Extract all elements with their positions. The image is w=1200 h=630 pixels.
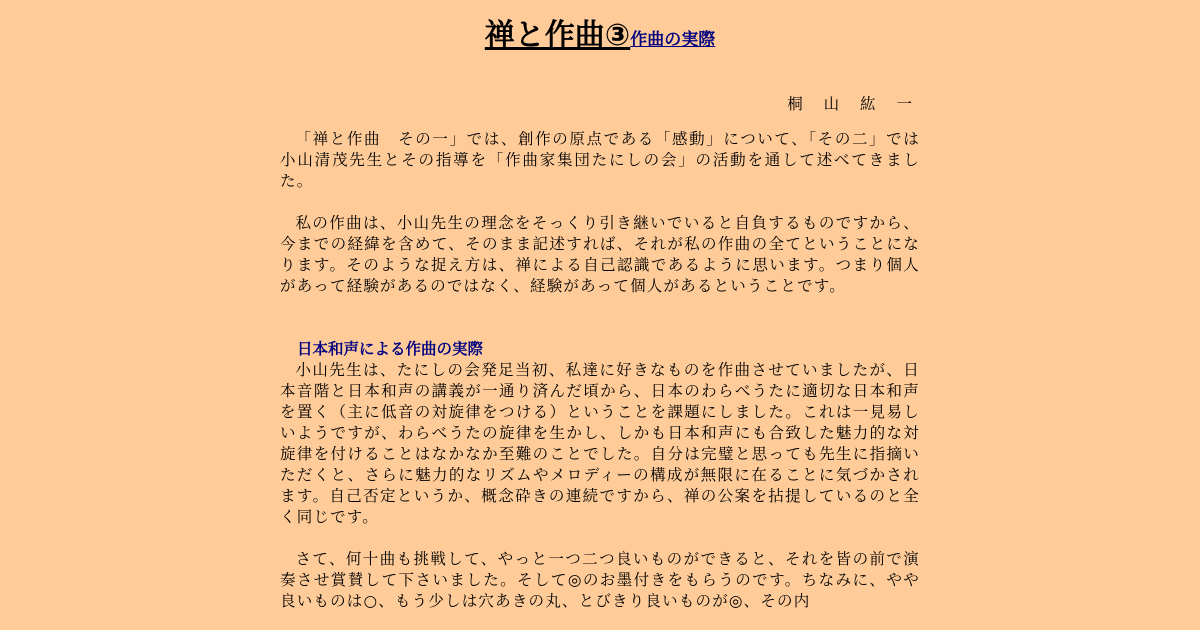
paragraph-spacer: [280, 192, 920, 213]
paragraph-intro-1: 「禅と作曲 その一」では、創作の原点である「感動」について、「その二」では小山清茂先生とその指導を「作曲家集団たにしの会」の活動を通して述べてきました。: [280, 130, 920, 190]
author-name: 桐 山 紘 一: [787, 95, 920, 113]
section-spacer: [280, 297, 920, 339]
paragraph-intro-2: 私の作曲は、小山先生の理念をそっくり引き継いでいると自負するものですから、今までの経緯を含めて、そのまま記述すれば、それが私の作曲の全てということになります。そのような捉え方は、禅による自己認識であるように思います。つまり個人があって経験があるのではなく、経験があって個人があるということです。: [280, 214, 920, 295]
paragraph-section-2: さて、何十曲も挑戦して、やっと一つ二つ良いものができると、それを皆の前で演奏させ賞賛して下さいました。そして◎のお墨付きをもらうのです。ちなみに、やや良いものは○、もう少しは穴あきの丸、とびきり良いものが◎、その内: [280, 550, 920, 610]
article-body: [280, 94, 920, 612]
section-heading: 日本和声による作曲の実際: [297, 340, 484, 358]
page-subtitle-link[interactable]: 作曲の実際: [630, 30, 716, 50]
paragraph-spacer: [280, 528, 920, 549]
paragraph-section-1: 小山先生は、たにしの会発足当初、私達に好きなものを作曲させていましたが、日本音階と日本和声の講義が一通り済んだ頃から、日本のわらべうたに適切な日本和声を置く（主に低音の対旋律をつける）ということを課題にしました。これは一見易しいようですが、わらべうたの旋律を生かし、しかも日本和声にも合致した魅力的な対旋律を付けることはなかなか至難のことでした。自分は完璧と思っても先生に指摘いただくと、さらに魅力的なリズムやメロディーの構成が無限に在ることに気づかされます。自己否定というか、概念砕きの連続ですから、禅の公案を拈提しているのと全く同じです。: [280, 361, 920, 526]
page-title[interactable]: 禅と作曲③: [484, 18, 631, 53]
page-header: [0, 10, 1200, 54]
